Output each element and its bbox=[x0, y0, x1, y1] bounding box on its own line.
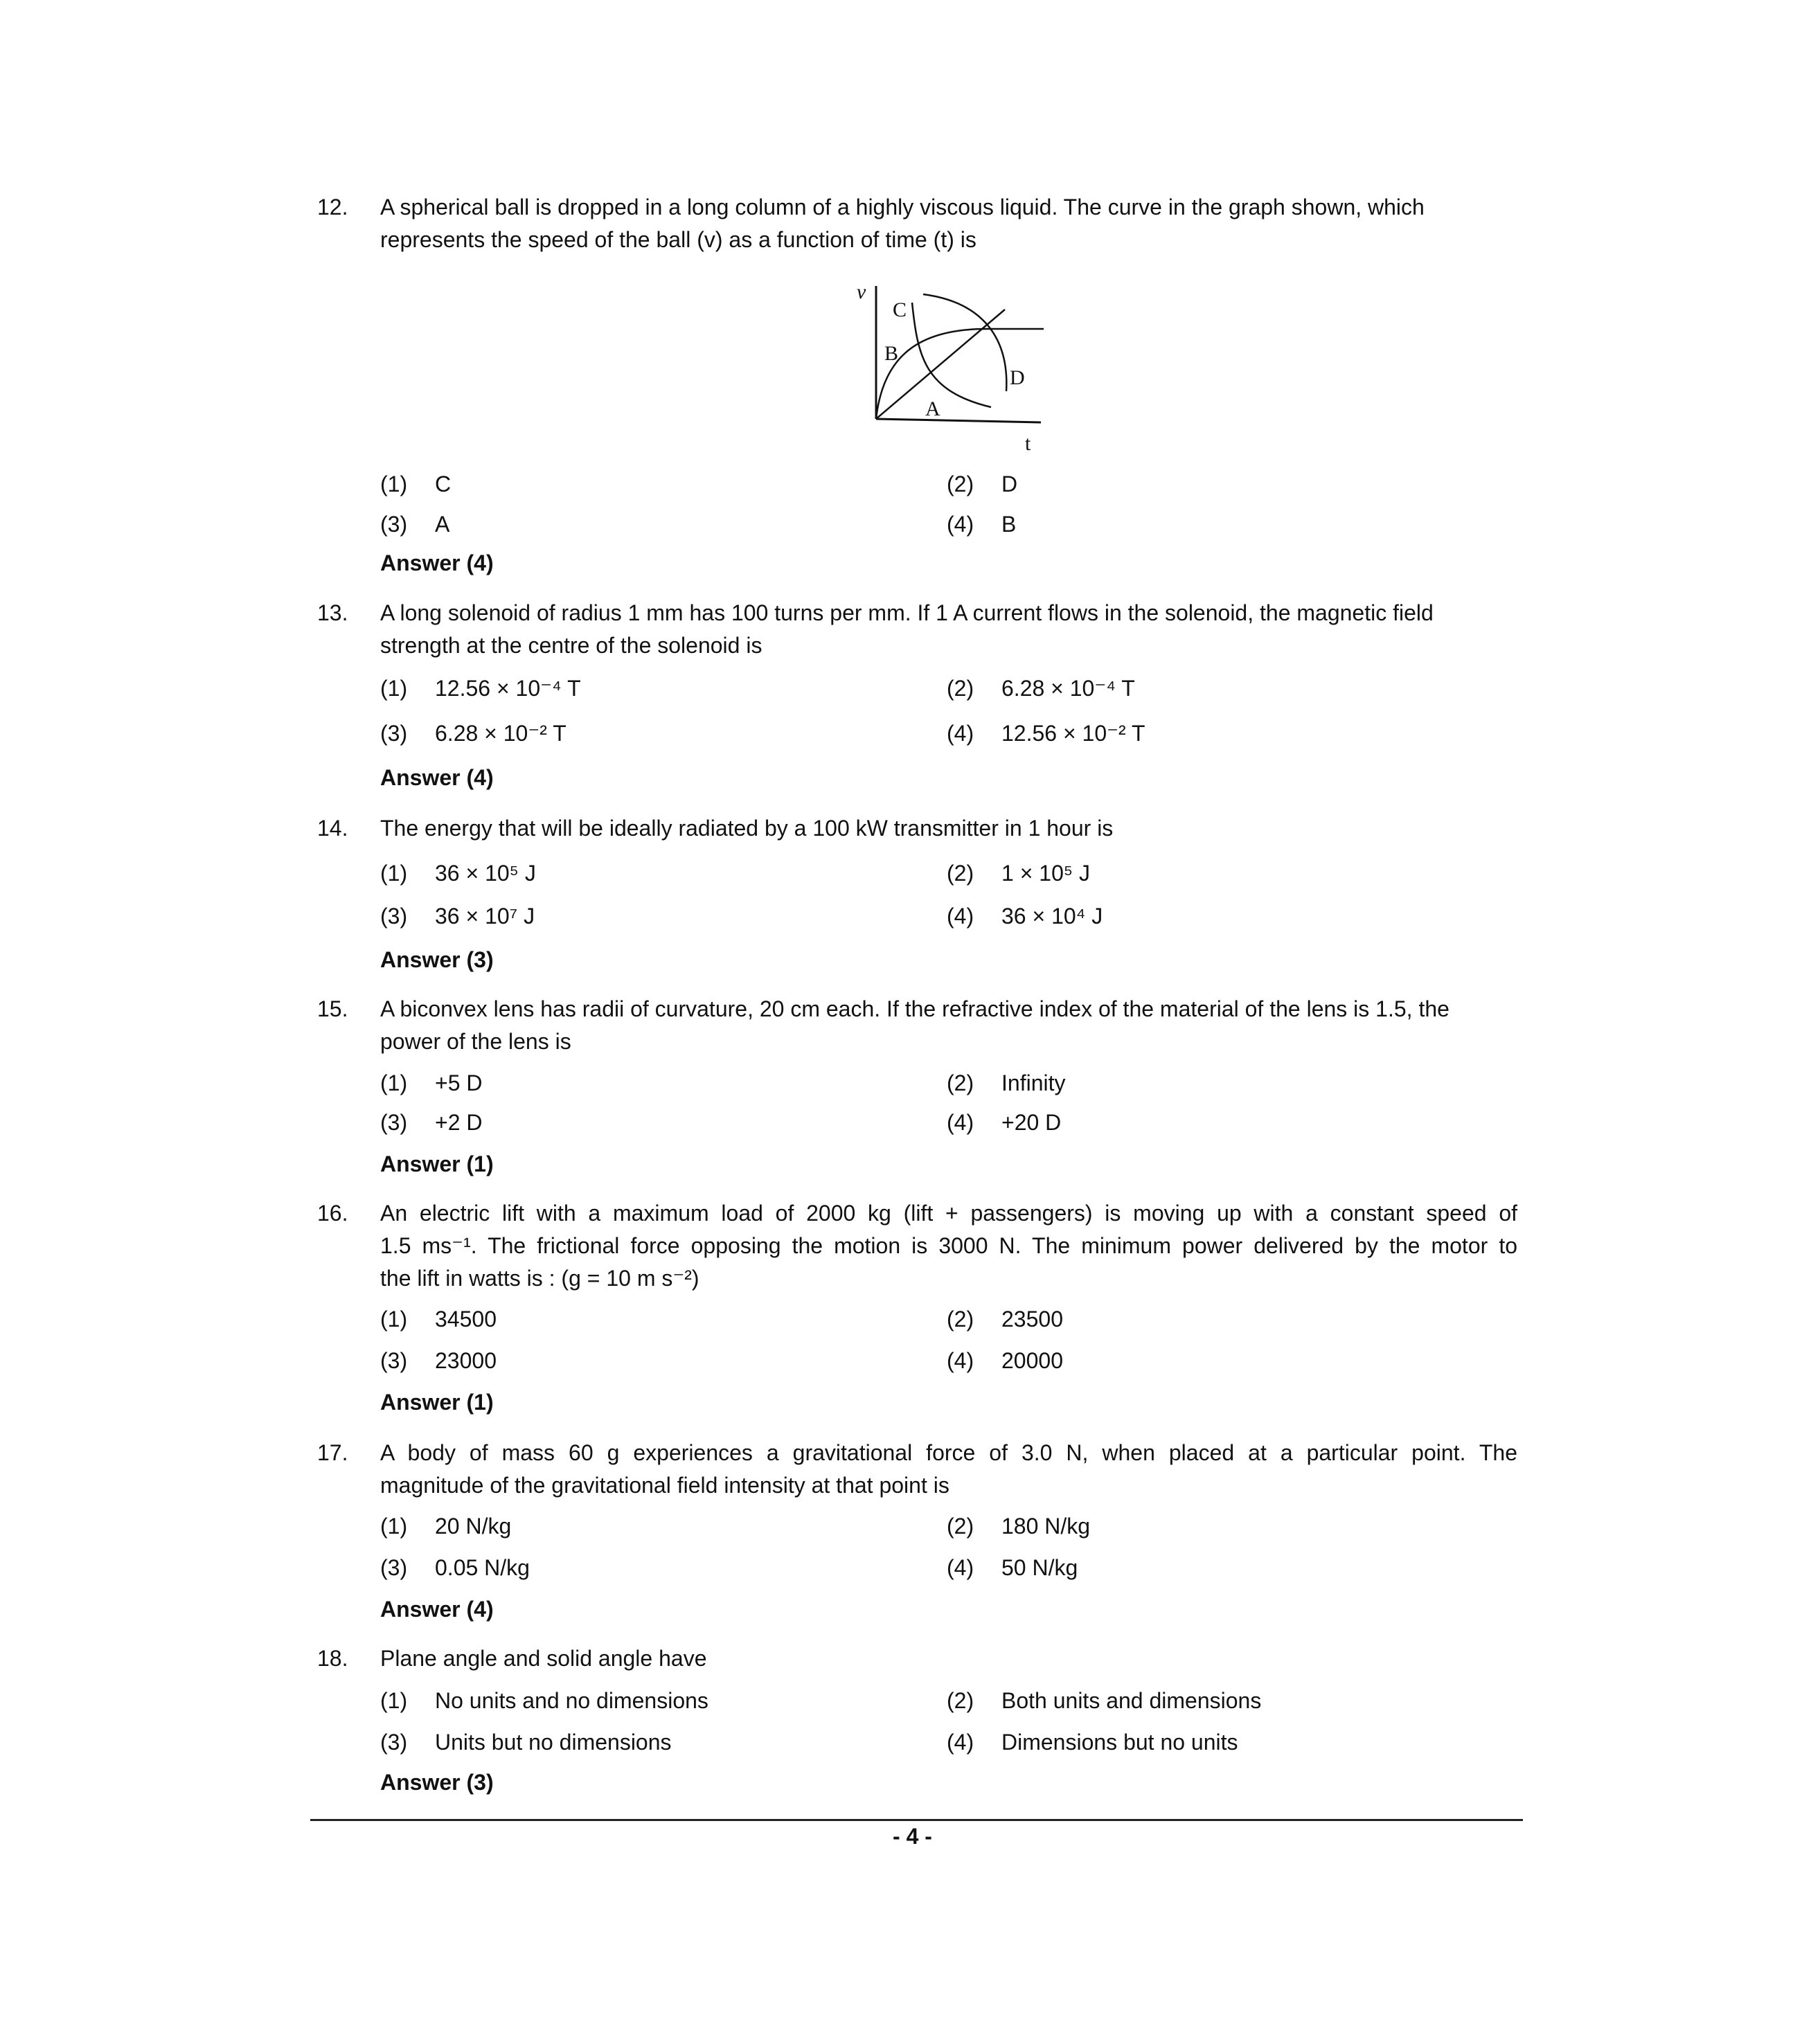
option-1 bbox=[380, 468, 451, 501]
option-text: 23000 bbox=[435, 1348, 497, 1373]
option-4 bbox=[947, 900, 1103, 933]
option-label: (1) bbox=[380, 472, 408, 496]
x-axis bbox=[876, 419, 1041, 422]
option-1 bbox=[380, 857, 536, 890]
option-2 bbox=[947, 672, 1135, 705]
option-4 bbox=[947, 1552, 1078, 1584]
answer: Answer (3) bbox=[380, 1770, 494, 1795]
option-3 bbox=[380, 1345, 497, 1377]
option-text: +2 D bbox=[435, 1110, 483, 1135]
option-text: 20 N/kg bbox=[435, 1514, 512, 1539]
option-label: (2) bbox=[947, 1514, 974, 1539]
question-text-line: A spherical ball is dropped in a long column of a highly viscous liquid. The curve in the graph shown, which bbox=[380, 195, 1425, 219]
option-text: Infinity bbox=[1001, 1070, 1066, 1095]
option-text: 23500 bbox=[1001, 1307, 1063, 1332]
page-number: - 4 - bbox=[893, 1824, 932, 1849]
option-label: (3) bbox=[380, 1730, 408, 1755]
option-text: B bbox=[1001, 512, 1017, 537]
answer: Answer (1) bbox=[380, 1390, 494, 1415]
option-2 bbox=[947, 1685, 1261, 1717]
option-label: (1) bbox=[380, 1070, 408, 1095]
option-text: 36 × 10⁷ J bbox=[435, 904, 535, 929]
option-label: (2) bbox=[947, 861, 974, 886]
option-3 bbox=[380, 1726, 672, 1759]
question-number: 15. bbox=[317, 996, 348, 1021]
option-label: (2) bbox=[947, 676, 974, 701]
option-text: 50 N/kg bbox=[1001, 1555, 1078, 1580]
question-number: 17. bbox=[317, 1440, 348, 1465]
option-text: 12.56 × 10⁻² T bbox=[1001, 721, 1145, 746]
option-2 bbox=[947, 857, 1090, 890]
answer: Answer (4) bbox=[380, 1597, 494, 1622]
option-1 bbox=[380, 1685, 708, 1717]
question-text-line: A biconvex lens has radii of curvature, 20 cm each. If the refractive index of the material of the lens is 1.5, the bbox=[380, 996, 1449, 1021]
option-3 bbox=[380, 717, 567, 750]
option-2 bbox=[947, 468, 1017, 501]
option-label: (1) bbox=[380, 1688, 408, 1713]
option-text: 6.28 × 10⁻⁴ T bbox=[1001, 676, 1135, 701]
option-label: (1) bbox=[380, 676, 408, 701]
option-text: C bbox=[435, 472, 452, 496]
option-4 bbox=[947, 508, 1016, 541]
option-label: (2) bbox=[947, 1307, 974, 1332]
option-text: +20 D bbox=[1001, 1110, 1062, 1135]
option-label: (3) bbox=[380, 904, 408, 929]
curve-label-c: C bbox=[893, 298, 907, 321]
option-text: 36 × 10⁵ J bbox=[435, 861, 536, 886]
question-number: 18. bbox=[317, 1646, 348, 1671]
option-4 bbox=[947, 717, 1145, 750]
option-label: (4) bbox=[947, 1110, 974, 1135]
curve-label-b: B bbox=[884, 342, 899, 365]
question-text-line: Plane angle and solid angle have bbox=[380, 1646, 707, 1671]
curve-label-a: A bbox=[925, 397, 940, 420]
option-3 bbox=[380, 1106, 482, 1139]
question-text-line: An electric lift with a maximum load of 2000 kg (lift + passengers) is moving up with a constant speed of bbox=[380, 1201, 1517, 1226]
question-number: 13. bbox=[317, 600, 348, 625]
question-text-line: The energy that will be ideally radiated by a 100 kW transmitter in 1 hour is bbox=[380, 816, 1114, 841]
option-label: (4) bbox=[947, 1348, 974, 1373]
option-text: 180 N/kg bbox=[1001, 1514, 1091, 1539]
option-1 bbox=[380, 672, 581, 705]
option-label: (4) bbox=[947, 1555, 974, 1580]
curve-label-d: D bbox=[1010, 366, 1025, 389]
option-label: (3) bbox=[380, 1348, 408, 1373]
option-text: +5 D bbox=[435, 1070, 483, 1095]
question-text-line: A long solenoid of radius 1 mm has 100 turns per mm. If 1 A current flows in the solenoid, the magnetic field bbox=[380, 600, 1434, 625]
option-4 bbox=[947, 1726, 1238, 1759]
question-text-line: 1.5 ms⁻¹. The frictional force opposing the motion is 3000 N. The minimum power delivered by the motor to bbox=[380, 1233, 1517, 1258]
option-label: (2) bbox=[947, 1688, 974, 1713]
option-text: Both units and dimensions bbox=[1001, 1688, 1262, 1713]
question-number: 12. bbox=[317, 195, 348, 219]
question-text-line: strength at the centre of the solenoid is bbox=[380, 633, 762, 658]
x-axis-label: t bbox=[1025, 432, 1031, 455]
option-3 bbox=[380, 900, 535, 933]
option-4 bbox=[947, 1345, 1063, 1377]
option-label: (1) bbox=[380, 1514, 408, 1539]
option-label: (3) bbox=[380, 721, 408, 746]
option-label: (3) bbox=[380, 1555, 408, 1580]
option-label: (4) bbox=[947, 1730, 974, 1755]
option-2 bbox=[947, 1303, 1063, 1336]
question-number: 14. bbox=[317, 816, 348, 841]
question-text-line: the lift in watts is : (g = 10 m s⁻²) bbox=[380, 1266, 699, 1291]
y-axis-label: v bbox=[857, 280, 866, 303]
option-label: (3) bbox=[380, 512, 408, 537]
option-text: 1 × 10⁵ J bbox=[1001, 861, 1091, 886]
question-text-line: A body of mass 60 g experiences a gravitational force of 3.0 N, when placed at a particular point. The bbox=[380, 1440, 1517, 1465]
option-label: (4) bbox=[947, 904, 974, 929]
option-text: 12.56 × 10⁻⁴ T bbox=[435, 676, 581, 701]
option-text: 0.05 N/kg bbox=[435, 1555, 530, 1580]
answer: Answer (4) bbox=[380, 550, 494, 575]
option-4 bbox=[947, 1106, 1061, 1139]
option-label: (1) bbox=[380, 861, 408, 886]
footer-divider bbox=[310, 1819, 1523, 1821]
question-number: 16. bbox=[317, 1201, 348, 1226]
option-1 bbox=[380, 1510, 511, 1543]
option-text: 34500 bbox=[435, 1307, 497, 1332]
option-label: (1) bbox=[380, 1307, 408, 1332]
question-text-line: magnitude of the gravitational field intensity at that point is bbox=[380, 1473, 949, 1498]
option-text: Units but no dimensions bbox=[435, 1730, 672, 1755]
option-text: Dimensions but no units bbox=[1001, 1730, 1238, 1755]
option-label: (2) bbox=[947, 472, 974, 496]
option-3 bbox=[380, 1552, 530, 1584]
question-text-line: represents the speed of the ball (v) as a function of time (t) is bbox=[380, 227, 976, 252]
option-text: A bbox=[435, 512, 450, 537]
option-label: (3) bbox=[380, 1110, 408, 1135]
option-2 bbox=[947, 1510, 1090, 1543]
answer: Answer (4) bbox=[380, 765, 494, 790]
option-1 bbox=[380, 1067, 482, 1100]
velocity-time-graph bbox=[848, 274, 1056, 457]
option-label: (4) bbox=[947, 512, 974, 537]
option-text: No units and no dimensions bbox=[435, 1688, 708, 1713]
answer: Answer (3) bbox=[380, 947, 494, 972]
question-text-line: power of the lens is bbox=[380, 1029, 571, 1054]
option-2 bbox=[947, 1067, 1065, 1100]
option-text: D bbox=[1001, 472, 1018, 496]
option-label: (2) bbox=[947, 1070, 974, 1095]
answer: Answer (1) bbox=[380, 1151, 494, 1176]
option-3 bbox=[380, 508, 449, 541]
option-text: 20000 bbox=[1001, 1348, 1063, 1373]
option-text: 6.28 × 10⁻² T bbox=[435, 721, 567, 746]
option-label: (4) bbox=[947, 721, 974, 746]
option-1 bbox=[380, 1303, 497, 1336]
option-text: 36 × 10⁴ J bbox=[1001, 904, 1103, 929]
